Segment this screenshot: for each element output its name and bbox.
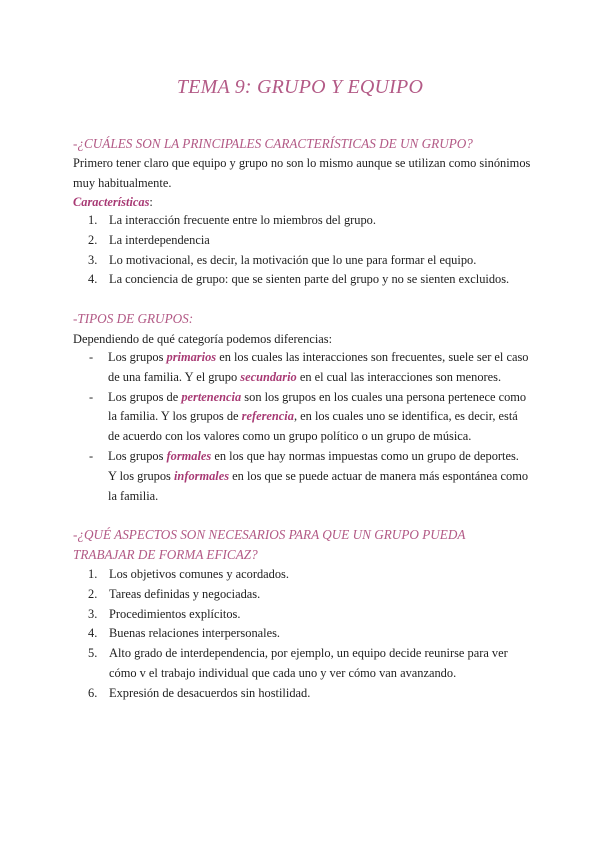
list-item-text: La conciencia de grupo: que se sienten parte del grupo y no se sienten excluidos. [109,272,510,287]
list-item-text: Procedimientos explícitos. [109,606,241,621]
list-item-number: 1. [88,567,98,581]
list-item [89,348,529,388]
list-item-number: 1. [88,213,98,227]
dash-marker: - [89,448,94,463]
list-item-number: 4. [88,272,98,287]
list-item [88,231,533,251]
bullet-text: en el cual las interacciones son menores. [296,369,502,384]
list-item-number: 2. [88,586,98,601]
list-item [89,447,529,506]
bullet-text: Los grupos [108,448,167,463]
bullet-text: Los grupos [108,350,167,364]
list-item-text: Lo motivacional, es decir, la motivación que lo une para formar el equipo. [109,252,477,267]
list-item-number: 3. [88,252,98,267]
section-heading-effective-work [73,525,543,565]
list-item [88,644,533,684]
list-item-number: 6. [88,685,98,700]
term-referencia: referencia [241,409,294,424]
subheading-colon: : [149,195,153,209]
bullet-text: en los que hay normas impuestas como un grupo de deportes. Y los grupos [108,448,519,483]
section-intro-characteristics: Primero tener claro que equipo y grupo no son lo mismo aunque se utilizan como sinónimos muy habitualmente. [73,156,531,190]
list-item [88,211,533,231]
bullet-text: , en los cuales uno se identifica, es decir, está de acuerdo con los valores como un grupo político o un grupo de música. [108,409,518,444]
term-formales: formales [166,448,212,463]
list-item-number: 5. [88,646,98,661]
list-item-text: Los objetivos comunes y acordados. [109,567,289,581]
list-item [88,684,533,704]
page-title: TEMA 9: GRUPO Y EQUIPO [176,76,424,98]
bullet-text: son los grupos en los cuales una persona pertenece como la familia. Y los grupos de [108,389,527,424]
section-heading-group-types: -TIPOS DE GRUPOS: [73,311,194,326]
bullet-text: en los cuales las interacciones son frecuentes, suele ser el caso de una familia. Y el grupo [108,350,529,384]
heading-line: TRABAJAR DE FORMA EFICAZ? [73,547,258,562]
term-pertenencia: pertenencia [181,389,242,404]
characteristics-list [88,211,533,290]
list-item [88,624,533,644]
subheading-label: Características [73,195,150,209]
list-item-number: 3. [88,606,98,621]
list-item [88,565,533,585]
term-secundario: secundario [240,369,297,384]
list-item-text: La interacción frecuente entre lo miembros del grupo. [109,213,376,227]
term-primarios: primarios [166,350,217,364]
list-item-text: Tareas definidas y negociadas. [109,586,261,601]
bullet-text: en los que se puede actuar de manera más espontánea como la familia. [108,468,529,503]
list-item-text: Expresión de desacuerdos sin hostilidad. [109,685,311,700]
list-item-text: Alto grado de interdependencia, por ejemplo, un equipo decide reunirse para ver cómo v el trabajo individual que cada uno y ver cómo van avanzando. [109,646,508,680]
list-item [88,251,533,271]
bullet-text: Los grupos de [108,389,182,404]
heading-line: -¿QUÉ ASPECTOS SON NECESARIOS PARA QUE UN GRUPO PUEDA [73,527,466,542]
list-item-number: 4. [88,626,98,641]
section-intro-group-types: Dependiendo de qué categoría podemos diferencias: [73,332,333,346]
list-item [88,585,533,605]
section-heading-characteristics: -¿CUÁLES SON LA PRINCIPALES CARACTERÍSTICAS DE UN GRUPO? [73,136,473,151]
group-types-list [89,348,529,506]
dash-marker: - [89,389,94,404]
list-item [89,388,529,447]
list-item-text: La interdependencia [109,232,210,247]
list-item [88,605,533,625]
effective-work-list [88,565,533,704]
subheading-characteristics [73,192,153,212]
list-item [88,270,533,290]
list-item-number: 2. [88,232,98,247]
term-informales: informales [173,468,230,483]
dash-marker: - [89,350,94,364]
list-item-text: Buenas relaciones interpersonales. [109,626,280,641]
